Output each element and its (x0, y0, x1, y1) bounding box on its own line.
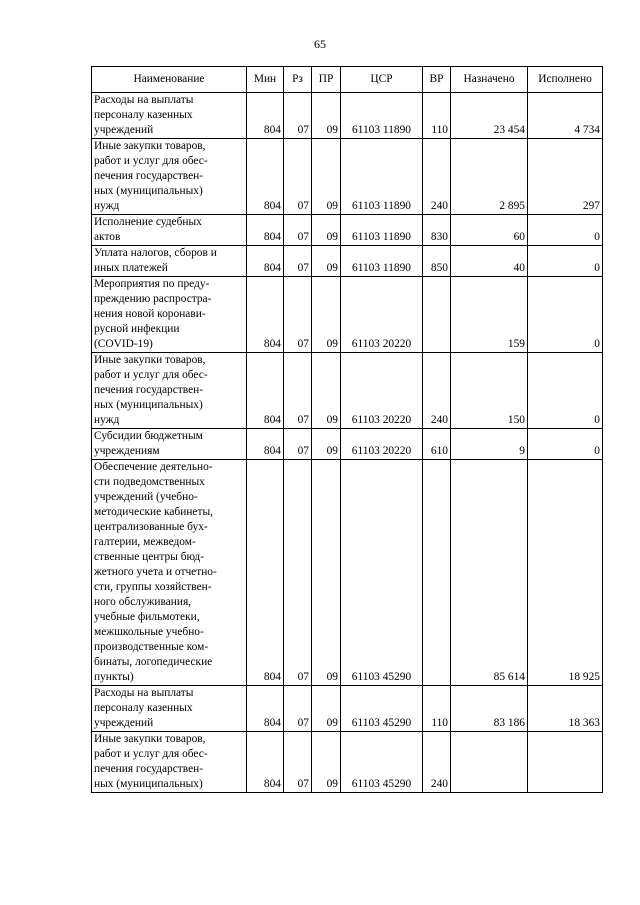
cell-executed: 297 (528, 139, 603, 215)
page-number: 65 (314, 37, 326, 51)
cell-vr: 830 (423, 215, 451, 246)
cell-rz: 07 (284, 732, 312, 793)
cell-name: Иные закупки товаров, работ и услуг для обес- печения государствен- ных (муниципальных) (92, 732, 247, 793)
column-header-csr: ЦСР (341, 67, 423, 93)
column-header-rz: Рз (284, 67, 312, 93)
cell-pr: 09 (312, 429, 341, 460)
cell-name: Иные закупки товаров, работ и услуг для обес- печения государствен- ных (муниципальных) нужд (92, 353, 247, 429)
column-header-assigned: Назначено (451, 67, 528, 93)
cell-csr: 61103 45290 (341, 686, 423, 732)
cell-vr (423, 277, 451, 353)
column-header-vr: ВР (423, 67, 451, 93)
cell-name: Расходы на выплаты персоналу казенных учреждений (92, 93, 247, 139)
column-header-name: Наименование (92, 67, 247, 93)
cell-vr: 610 (423, 429, 451, 460)
cell-min: 804 (247, 246, 284, 277)
cell-pr: 09 (312, 686, 341, 732)
cell-executed: 0 (528, 277, 603, 353)
table-row (92, 277, 603, 353)
cell-name: Мероприятия по преду- преждению распростра- нения новой коронави- русной инфекции (COVID-19) (92, 277, 247, 353)
cell-min: 804 (247, 215, 284, 246)
cell-csr: 61103 11890 (341, 93, 423, 139)
cell-executed: 18 925 (528, 460, 603, 686)
cell-name: Обеспечение деятельно- сти подведомственных учреждений (учебно- методические кабинеты, централизованные бух- галтерии, межведом- ственные центры бюд- жетного учета и отчетно- сти, группы хозяйствен- ного обслуживания, учебные фильмотеки, межшкольные учебно- производственные ком- бинаты, логопедические пункты) (92, 460, 247, 686)
cell-vr: 240 (423, 139, 451, 215)
cell-vr: 110 (423, 686, 451, 732)
cell-executed: 0 (528, 353, 603, 429)
cell-executed: 0 (528, 429, 603, 460)
cell-pr: 09 (312, 93, 341, 139)
cell-min: 804 (247, 460, 284, 686)
cell-pr: 09 (312, 246, 341, 277)
cell-rz: 07 (284, 429, 312, 460)
cell-assigned: 40 (451, 246, 528, 277)
cell-rz: 07 (284, 139, 312, 215)
cell-pr: 09 (312, 139, 341, 215)
cell-csr: 61103 11890 (341, 215, 423, 246)
cell-min: 804 (247, 277, 284, 353)
table-header-row (92, 67, 603, 93)
cell-vr: 850 (423, 246, 451, 277)
cell-csr: 61103 45290 (341, 732, 423, 793)
cell-assigned: 23 454 (451, 93, 528, 139)
cell-assigned: 159 (451, 277, 528, 353)
column-header-pr: ПР (312, 67, 341, 93)
table-row (92, 93, 603, 139)
cell-csr: 61103 11890 (341, 139, 423, 215)
cell-rz: 07 (284, 246, 312, 277)
cell-pr: 09 (312, 353, 341, 429)
cell-pr: 09 (312, 460, 341, 686)
cell-name: Уплата налогов, сборов и иных платежей (92, 246, 247, 277)
cell-executed (528, 732, 603, 793)
cell-csr: 61103 20220 (341, 429, 423, 460)
cell-rz: 07 (284, 93, 312, 139)
cell-executed: 0 (528, 215, 603, 246)
cell-csr: 61103 20220 (341, 353, 423, 429)
cell-min: 804 (247, 353, 284, 429)
cell-min: 804 (247, 93, 284, 139)
cell-min: 804 (247, 429, 284, 460)
cell-min: 804 (247, 686, 284, 732)
table-row (92, 460, 603, 686)
cell-assigned: 85 614 (451, 460, 528, 686)
cell-vr (423, 460, 451, 686)
table-row (92, 686, 603, 732)
cell-csr: 61103 20220 (341, 277, 423, 353)
cell-rz: 07 (284, 215, 312, 246)
column-header-executed: Исполнено (528, 67, 603, 93)
cell-assigned: 9 (451, 429, 528, 460)
cell-vr: 240 (423, 732, 451, 793)
cell-name: Субсидии бюджетным учреждениям (92, 429, 247, 460)
cell-rz: 07 (284, 460, 312, 686)
cell-name: Расходы на выплаты персоналу казенных учреждений (92, 686, 247, 732)
cell-assigned: 60 (451, 215, 528, 246)
cell-vr: 240 (423, 353, 451, 429)
cell-assigned: 83 186 (451, 686, 528, 732)
table-row (92, 429, 603, 460)
cell-min: 804 (247, 139, 284, 215)
table-row (92, 139, 603, 215)
cell-pr: 09 (312, 277, 341, 353)
cell-name: Иные закупки товаров, работ и услуг для обес- печения государствен- ных (муниципальных) нужд (92, 139, 247, 215)
cell-pr: 09 (312, 732, 341, 793)
cell-rz: 07 (284, 353, 312, 429)
cell-name: Исполнение судебных актов (92, 215, 247, 246)
table-row (92, 246, 603, 277)
cell-assigned (451, 732, 528, 793)
table-row (92, 732, 603, 793)
cell-pr: 09 (312, 215, 341, 246)
cell-rz: 07 (284, 686, 312, 732)
cell-min: 804 (247, 732, 284, 793)
table-row (92, 353, 603, 429)
cell-assigned: 2 895 (451, 139, 528, 215)
budget-table (91, 66, 603, 793)
cell-executed: 0 (528, 246, 603, 277)
cell-rz: 07 (284, 277, 312, 353)
cell-csr: 61103 45290 (341, 460, 423, 686)
column-header-min: Мин (247, 67, 284, 93)
table-row (92, 215, 603, 246)
cell-executed: 4 734 (528, 93, 603, 139)
cell-csr: 61103 11890 (341, 246, 423, 277)
cell-vr: 110 (423, 93, 451, 139)
cell-assigned: 150 (451, 353, 528, 429)
cell-executed: 18 363 (528, 686, 603, 732)
